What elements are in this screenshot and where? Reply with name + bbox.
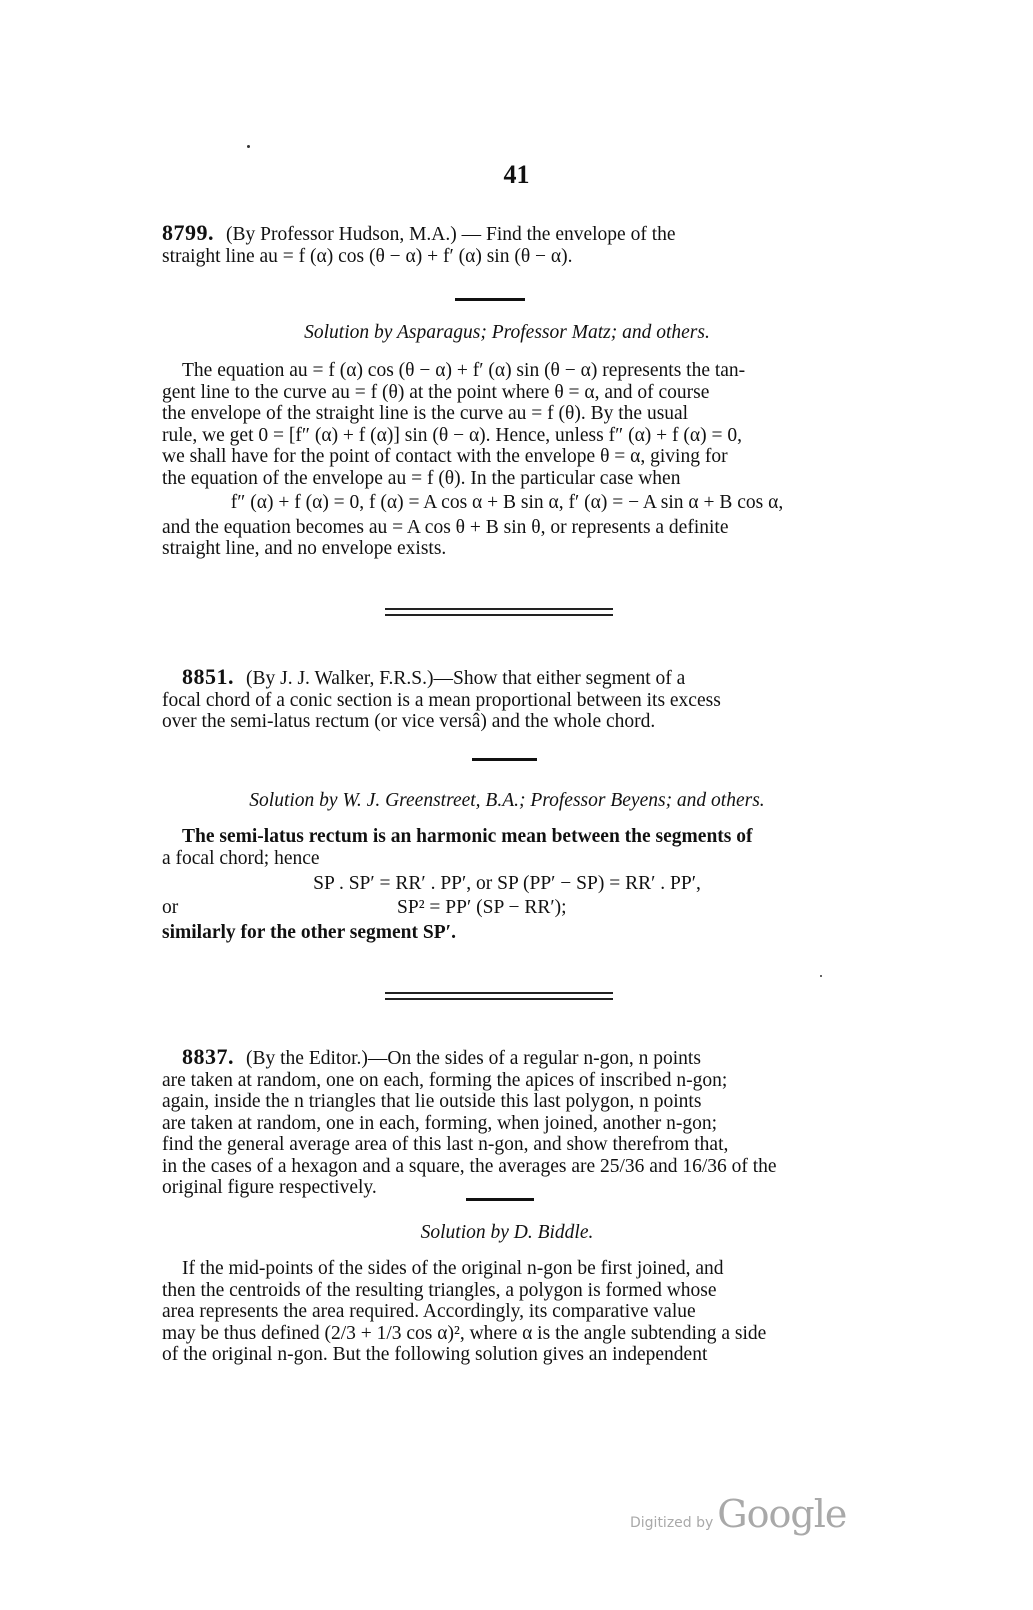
problem-8837-question [162, 1046, 852, 1199]
problem-8851-question [162, 666, 852, 733]
print-speck [820, 975, 822, 977]
section-rule [472, 758, 537, 761]
problem-8837-solution [162, 1222, 852, 1244]
question-line: are taken at random, one on each, forming the apices of inscribed n-gon; [162, 1069, 728, 1091]
equation-line: f″ (α) + f (α) = 0, f (α) = A cos α + B sin α, f′ (α) = − A sin α + B cos α, [230, 492, 784, 513]
solution-line: of the original n-gon. But the following solution gives an independent [162, 1344, 708, 1365]
solution-line: straight line, and no envelope exists. [162, 538, 447, 559]
solution-line: rule, we get 0 = [f″ (α) + f (α)] sin (θ − α). Hence, unless f″ (α) + f (α) = 0, [162, 424, 742, 446]
solution-line: area represents the area required. Accordingly, its comparative value [162, 1301, 696, 1322]
question-line: over the semi-latus rectum (or vice versâ) and the whole chord. [162, 711, 656, 732]
google-logo: Google [717, 1492, 847, 1536]
double-rule-bottom [385, 998, 613, 1000]
problem-number: 8837. [182, 1044, 234, 1069]
problem-8851-solution-body [162, 826, 852, 944]
double-rule-bottom [385, 614, 613, 616]
solution-line: The semi-latus rectum is an harmonic mean between the segments of [182, 826, 753, 847]
double-rule-top [385, 608, 613, 610]
question-line: (By J. J. Walker, F.R.S.)—Show that either segment of a [246, 668, 686, 689]
problem-number: 8799. [162, 220, 214, 245]
question-line: find the general average area of this last n-gon, and show therefrom that, [162, 1134, 729, 1155]
solution-line: the envelope of the straight line is the curve au = f (θ). By the usual [162, 403, 689, 424]
problem-8851-solution [162, 790, 852, 812]
solution-line: a focal chord; hence [162, 847, 320, 869]
solution-heading: Solution by Asparagus; Professor Matz; and others. [304, 322, 710, 343]
print-speck [247, 145, 250, 148]
question-line: focal chord of a conic section is a mean proportional between its excess [162, 689, 721, 711]
section-rule [455, 298, 525, 301]
question-line: are taken at random, one in each, forming, when joined, another n-gon; [162, 1112, 718, 1134]
equation-line: SP² = PP′ (SP − RR′); [397, 896, 567, 918]
page-number: 41 [503, 160, 530, 189]
solution-line: the equation of the envelope au = f (θ). In the particular case when [162, 467, 681, 489]
or-label: or [162, 896, 179, 918]
problem-8837-solution-body [162, 1258, 852, 1366]
solution-line: we shall have for the point of contact with the envelope θ = α, giving for [162, 446, 728, 467]
question-line: original figure respectively. [162, 1177, 377, 1198]
problem-8799-solution [162, 322, 852, 344]
solution-heading: Solution by W. J. Greenstreet, B.A.; Professor Beyens; and others. [249, 790, 765, 811]
question-line: again, inside the n triangles that lie outside this last polygon, n points [162, 1091, 702, 1112]
solution-line: gent line to the curve au = f (θ) at the point where θ = α, and of course [162, 381, 710, 403]
solution-line: If the mid-points of the sides of the original n-gon be first joined, and [182, 1258, 724, 1279]
solution-heading: Solution by D. Biddle. [420, 1222, 594, 1243]
problem-8799-question [162, 222, 852, 267]
equation-line: SP . SP′ = RR′ . PP′, or SP (PP′ − SP) = RR′ . PP′, [313, 873, 701, 894]
solution-line: may be thus defined (2/3 + 1/3 cos α)², where α is the angle subtending a side [162, 1322, 767, 1344]
solution-line: and the equation becomes au = A cos θ + B sin θ, or represents a definite [162, 516, 729, 538]
solution-line: similarly for the other segment SP′. [162, 922, 456, 943]
problem-number: 8851. [182, 664, 234, 689]
solution-line: then the centroids of the resulting triangles, a polygon is formed whose [162, 1279, 717, 1301]
section-rule [466, 1198, 534, 1201]
question-line: in the cases of a hexagon and a square, the averages are 25/36 and 16/36 of the [162, 1155, 777, 1177]
google-watermark [630, 1492, 846, 1536]
question-line: straight line au = f (α) cos (θ − α) + f′ (α) sin (θ − α). [162, 245, 573, 267]
question-line: (By Professor Hudson, M.A.) — Find the envelope of the [226, 224, 676, 245]
problem-8799-solution-body [162, 360, 852, 560]
double-rule-top [385, 992, 613, 994]
solution-line: The equation au = f (α) cos (θ − α) + f′ (α) sin (θ − α) represents the tan- [182, 360, 746, 381]
watermark-prefix: Digitized by [630, 1515, 714, 1531]
question-line: (By the Editor.)—On the sides of a regular n-gon, n points [246, 1048, 701, 1069]
